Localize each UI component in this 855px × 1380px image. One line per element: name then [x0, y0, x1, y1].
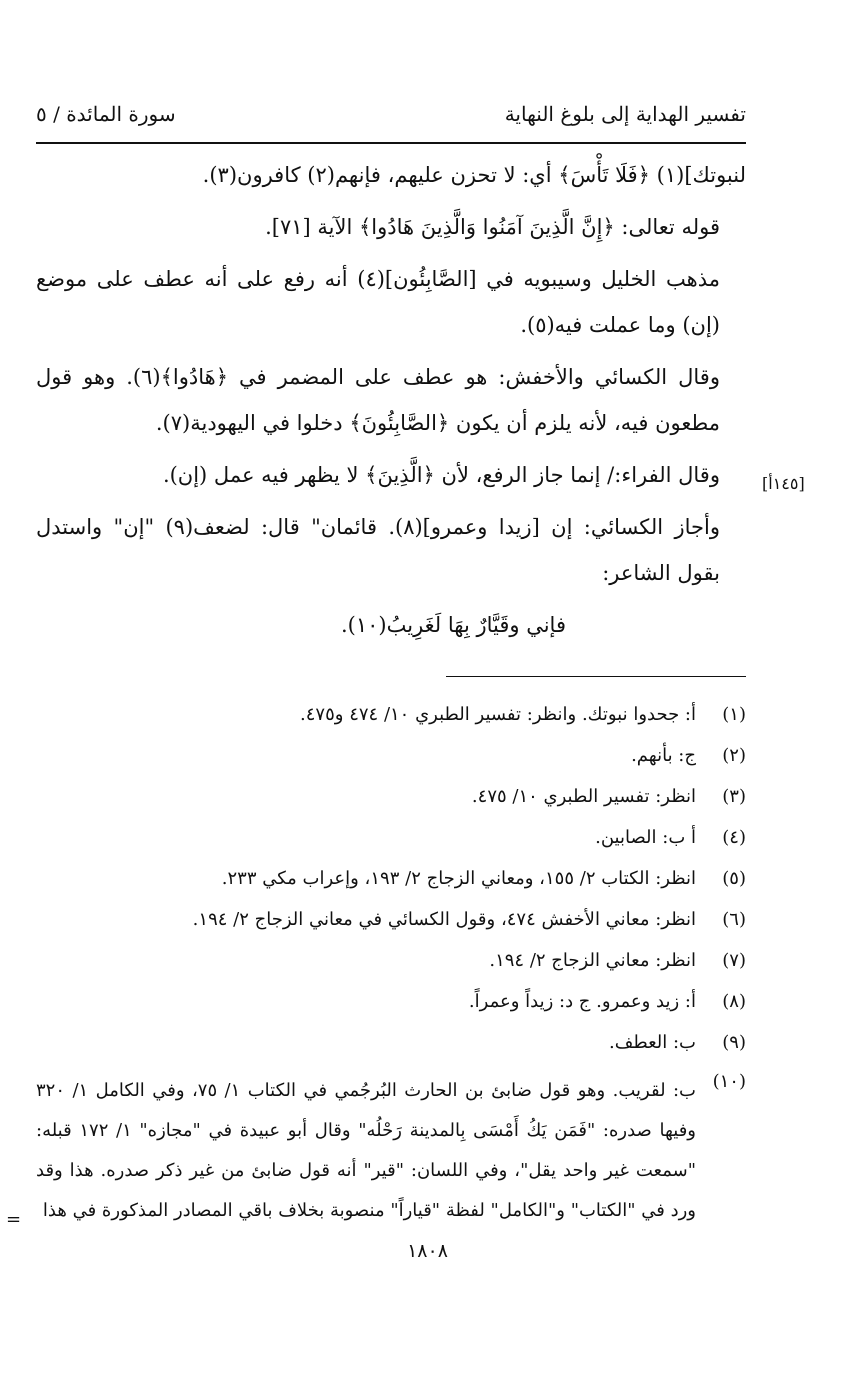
footnote-text: انظر: الكتاب ٢/ ١٥٥، ومعاني الزجاج ٢/ ١٩٣، وإعراب مكي ٢٣٣. [221, 868, 696, 889]
footnote-number: (٢) [722, 745, 746, 766]
paragraph: قوله تعالى: ﴿إِنَّ الَّذِينَ آمَنُوا وَالَّذِينَ هَادُوا﴾ الآية [٧١]. [265, 215, 720, 239]
footnote-item [36, 905, 746, 946]
footnote-item [36, 864, 746, 905]
running-header [36, 96, 746, 136]
footnote-item [36, 700, 746, 741]
footnote-number: (٧) [722, 950, 746, 971]
footnote-item [36, 1069, 746, 1231]
footnote-text: ب: لقريب. وهو قول ضابئ بن الحارث البُرجُمي في الكتاب ١/ ٧٥، وفي الكامل ١/ ٣٢٠ وفيها صدره: "فَمَن يَكُ أَمْسَى بِالمدينة رَحْلُه" وقال أبو عبيدة في "مجازه" ١/ ١٧٢ قبله: "سمعت غير واحد يقل"، وفي اللسان: "قير" أنه قول ضابئ من غير ذكر صدره. هذا وقد ورد في "الكتاب" و"الكامل" لفظة "قياراً" منصوبة بخلاف باقي المصادر المذكورة في هذا [36, 1080, 696, 1221]
footnote-number: (٥) [722, 868, 746, 889]
surah-label: سورة المائدة / ٥ [36, 102, 176, 126]
footnote-number: (٦) [722, 909, 746, 930]
footnote-text: أ ب: الصابين. [595, 827, 696, 848]
main-text [36, 152, 746, 654]
footnote-text: أ: زيد وعمرو. ج د: زيداً وعمراً. [468, 991, 696, 1012]
footnote-item [36, 946, 746, 987]
footnote-text: انظر: معاني الأخفش ٤٧٤، وقول الكسائي في معاني الزجاج ٢/ ١٩٤. [192, 909, 696, 930]
footnote-text: ج: بأنهم. [631, 745, 696, 766]
footnote-number: (١) [722, 704, 746, 725]
footnote-item [36, 823, 746, 864]
footnotes [36, 700, 746, 1231]
footnote-item [36, 782, 746, 823]
footnote-number: (١٠) [712, 1071, 746, 1092]
paragraph: وأجاز الكسائي: إن [زيدا وعمرو](٨). قائمان" قال: لضعف(٩) "إن" واستدل بقول الشاعر: [36, 515, 720, 585]
footnote-item [36, 987, 746, 1028]
header-divider [36, 142, 746, 144]
paragraph: وقال الفراء:/ إنما جاز الرفع، لأن ﴿الَّذِينَ﴾ لا يظهر فيه عمل (إن). [162, 463, 720, 487]
footnote-text: أ: جحدوا نبوتك. وانظر: تفسير الطبري ١٠/ ٤٧٤ و٤٧٥. [300, 704, 696, 725]
continuation-mark: = [6, 1209, 22, 1230]
footnote-text: انظر: تفسير الطبري ١٠/ ٤٧٥. [471, 786, 696, 807]
poem-verse: فإني وقَيَّارٌ بِهَا لَغَرِيبُ(١٠). [340, 613, 566, 637]
book-title: تفسير الهداية إلى بلوغ النهاية [504, 102, 746, 126]
footnote-item [36, 1028, 746, 1069]
footnote-text: ب: العطف. [608, 1032, 696, 1053]
footnote-number: (٤) [722, 827, 746, 848]
footnote-text: انظر: معاني الزجاج ٢/ ١٩٤. [489, 950, 696, 971]
manuscript-folio-marker: [١٤٥أ] [762, 474, 805, 493]
footnote-item [36, 741, 746, 782]
footnote-number: (٨) [722, 991, 746, 1012]
footnote-number: (٣) [722, 786, 746, 807]
footnote-divider [446, 676, 746, 677]
page-number: ١٨٠٨ [407, 1240, 448, 1262]
paragraph: مذهب الخليل وسيبويه في [الصَّابِئُون](٤) أنه رفع على أنه عطف على موضع (إن) وما عملت فيه(٥). [36, 267, 720, 337]
footnote-number: (٩) [722, 1032, 746, 1053]
paragraph: لنبوتك](١) ﴿فَلَا تَأْسَ﴾ أي: لا تحزن عليهم، فإنهم(٢) كافرون(٣). [202, 163, 746, 187]
paragraph: وقال الكسائي والأخفش: هو عطف على المضمر في ﴿هَادُوا﴾(٦). وهو قول مطعون فيه، لأنه يلزم أن يكون ﴿الصَّابِئُونَ﴾ دخلوا في اليهودية(٧). [36, 365, 720, 435]
